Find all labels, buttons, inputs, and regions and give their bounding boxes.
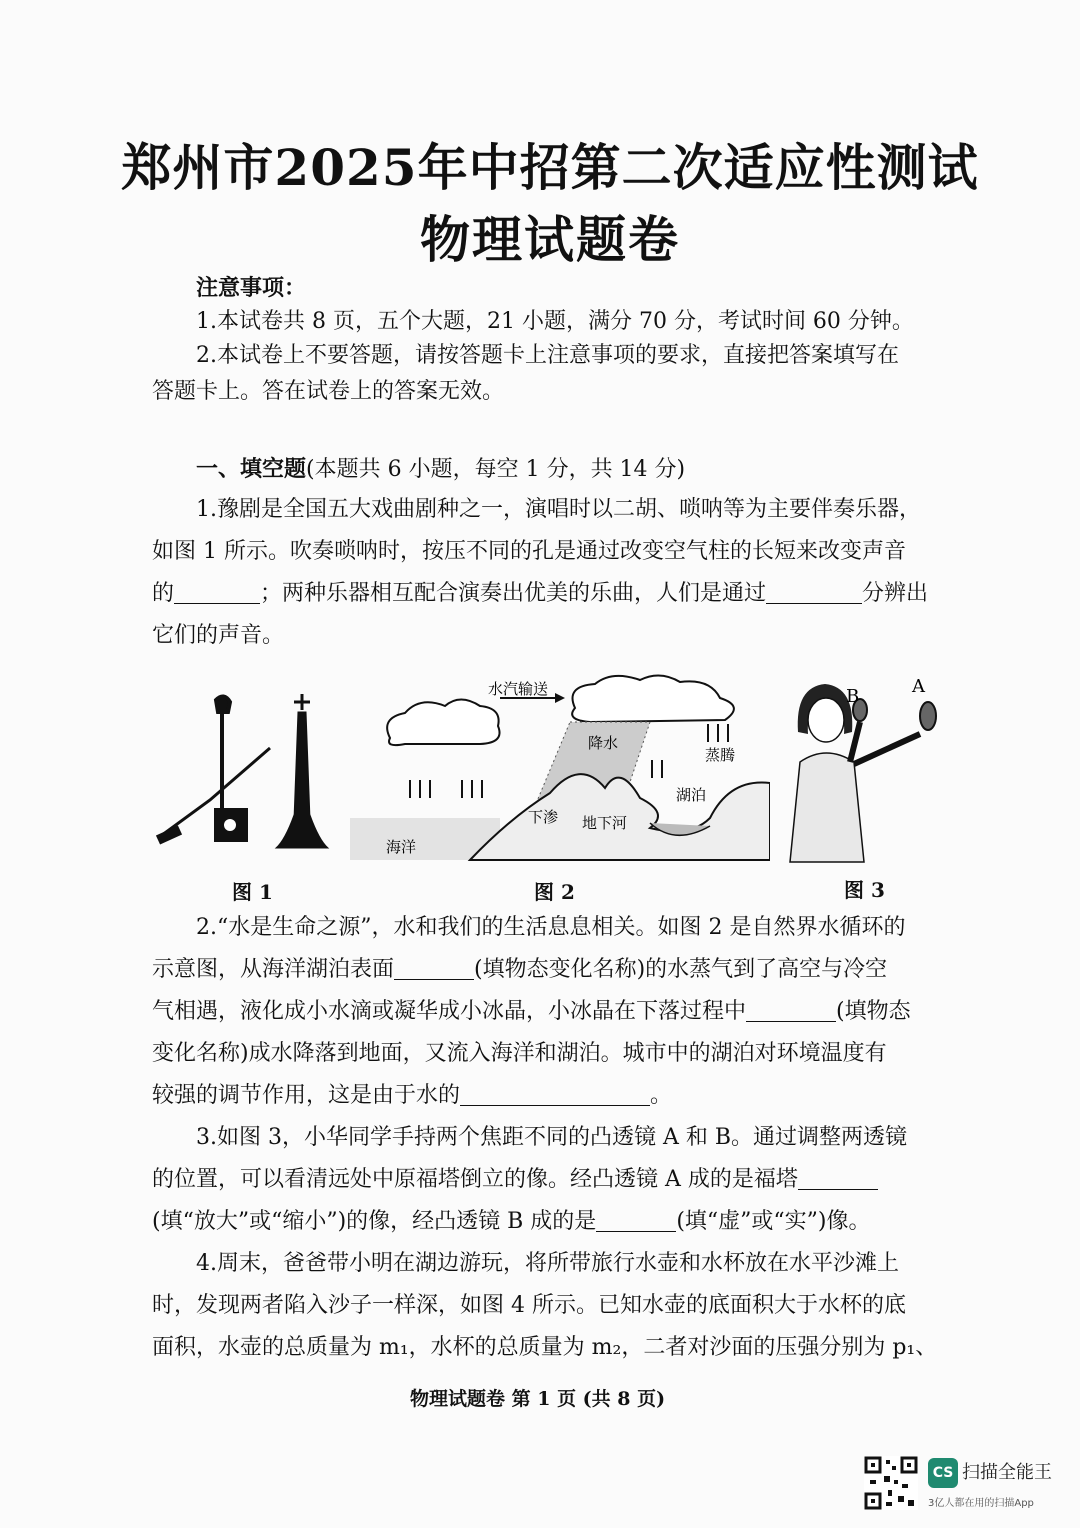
lens-a — [920, 702, 936, 730]
label-a: A — [912, 676, 925, 697]
q1-text-c: 分辨出 — [862, 581, 929, 606]
q2-text-a: 示意图，从海洋湖泊表面 — [152, 957, 395, 982]
q1-line1: 1.豫剧是全国五大戏曲剧种之一，演唱时以二胡、唢呐等为主要伴奏乐器， — [196, 497, 921, 522]
q1-line3 — [152, 580, 928, 608]
notice-item-1: 1.本试卷共 8 页，五个大题，21 小题，满分 70 分，考试时间 60 分钟。 — [196, 309, 914, 334]
section-desc: (本题共 6 小题，每空 1 分，共 14 分) — [306, 457, 686, 482]
q2-text-e: 较强的调节作用，这是由于水的 — [152, 1083, 461, 1108]
q4-line1: 4.周末，爸爸带小明在湖边游玩，将所带旅行水壶和水杯放在水平沙滩上 — [196, 1251, 899, 1276]
figure-2-caption: 图 2 — [534, 880, 575, 904]
girl-body — [790, 753, 864, 862]
q3-text-c: (填“虚”或“实”)像。 — [676, 1209, 871, 1234]
camscanner-brand-name: 扫描全能王 — [962, 1462, 1052, 1483]
figure-3-caption: 图 3 — [844, 878, 885, 902]
q2-line1: 2.“水是生命之源”，水和我们的生活息息相关。如图 2 是自然界水循环的 — [196, 915, 906, 940]
q2-line3 — [152, 998, 911, 1026]
q3-line1: 3.如图 3，小华同学手持两个焦距不同的凸透镜 A 和 B。通过调整两透镜 — [196, 1125, 908, 1150]
q2-blank-1[interactable] — [394, 957, 474, 980]
q4-line3: 面积，水壶的总质量为 m₁，水杯的总质量为 m₂，二者对沙面的压强分别为 p₁、 — [152, 1335, 938, 1360]
q2-blank-3[interactable] — [460, 1083, 650, 1106]
page-footer: 物理试题卷 第 1 页 (共 8 页) — [410, 1388, 666, 1410]
section-title: 一、填空题 — [196, 456, 307, 482]
camscanner-tagline: 3亿人都在用的扫描App — [928, 1498, 1034, 1509]
qr-code-icon — [864, 1456, 918, 1510]
q1-blank-1[interactable] — [174, 581, 260, 604]
cloud-left — [387, 700, 499, 746]
q1-line2: 如图 1 所示。吹奏唢呐时，按压不同的孔是通过改变空气柱的长短来改变声音 — [152, 539, 906, 564]
label-evap: 蒸腾 — [705, 746, 736, 764]
label-lake: 湖泊 — [676, 786, 707, 804]
q1-text-b: ；两种乐器相互配合演奏出优美的乐曲，人们是通过 — [260, 581, 767, 606]
figure-3-girl-with-lenses — [780, 672, 950, 872]
q2-text-d: (填物态 — [836, 999, 911, 1024]
label-rain: 降水 — [588, 734, 619, 752]
label-seep: 下渗 — [528, 808, 559, 826]
page-subtitle: 物理试题卷 — [420, 210, 680, 269]
q3-text-a: 的位置，可以看清远处中原福塔倒立的像。经凸透镜 A 成的是福塔 — [152, 1167, 798, 1192]
figure-1-instruments — [150, 690, 350, 860]
label-ocean: 海洋 — [386, 838, 417, 856]
q2-text-f: 。 — [650, 1083, 673, 1108]
q3-blank-1[interactable] — [798, 1167, 878, 1190]
q3-line2 — [152, 1166, 878, 1194]
notice-item-2-cont: 答题卡上。答在试卷上的答案无效。 — [152, 379, 505, 404]
q3-blank-2[interactable] — [596, 1209, 676, 1232]
page-title: 郑州市2025年中招第二次适应性测试 — [121, 138, 979, 197]
q1-blank-2[interactable] — [766, 581, 862, 604]
suona-drawing — [276, 694, 328, 848]
q3-text-b: (填“放大”或“缩小”)的像，经凸透镜 B 成的是 — [152, 1209, 597, 1234]
q2-line2 — [152, 956, 887, 984]
label-b: B — [846, 686, 860, 707]
q4-line2: 时，发现两者陷入沙子一样深，如图 4 所示。已知水壶的底面积大于水杯的底 — [152, 1293, 906, 1318]
notice-item-2: 2.本试卷上不要答题，请按答题卡上注意事项的要求，直接把答案填写在 — [196, 343, 899, 368]
figure-2-water-cycle — [350, 668, 770, 868]
q2-line5 — [152, 1082, 672, 1110]
q2-text-c: 气相遇，液化成小水滴或凝华成小冰晶，小冰晶在下落过程中 — [152, 999, 747, 1024]
q2-line4: 变化名称)成水降落到地面，又流入海洋和湖泊。城市中的湖泊对环境温度有 — [152, 1041, 887, 1066]
camscanner-logo-icon: CS — [928, 1458, 958, 1488]
section-heading — [196, 455, 685, 484]
cloud-right — [572, 675, 734, 722]
label-river: 地下河 — [582, 814, 628, 832]
figure-1-caption: 图 1 — [232, 880, 273, 904]
q2-text-b: (填物态变化名称)的水蒸气到了高空与冷空 — [474, 957, 888, 982]
q1-text-a: 的 — [152, 581, 175, 606]
erhu-drawing — [158, 696, 270, 840]
q3-line3 — [152, 1208, 870, 1236]
notice-heading: 注意事项： — [196, 275, 307, 301]
label-vapor: 水汽输送 — [488, 680, 549, 698]
q1-line4: 它们的声音。 — [152, 623, 285, 648]
q2-blank-2[interactable] — [746, 999, 836, 1022]
